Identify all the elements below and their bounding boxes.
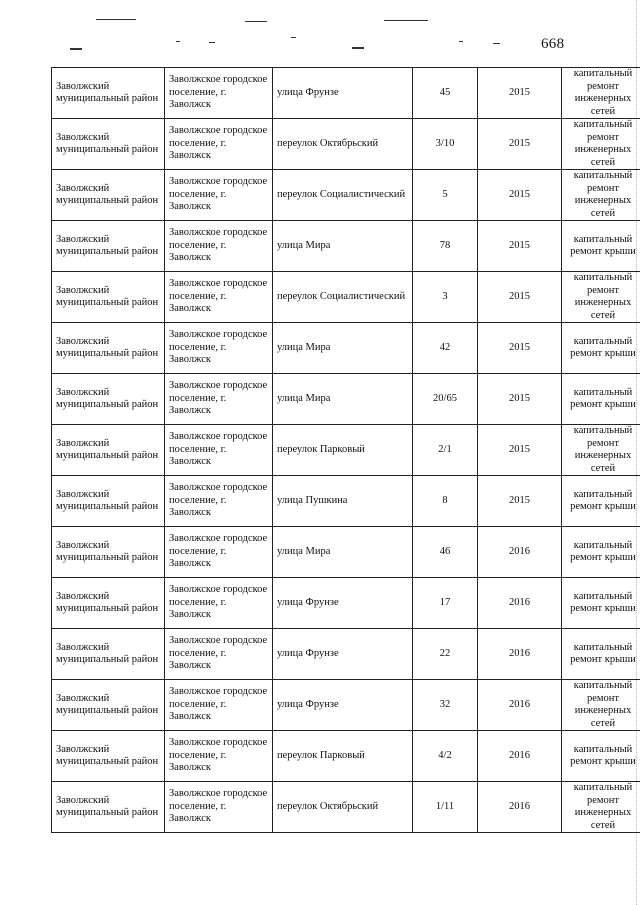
cell-year: 2015 bbox=[478, 272, 562, 323]
cell-street: переулок Октябрьский bbox=[273, 119, 413, 170]
cell-year: 2015 bbox=[478, 425, 562, 476]
cell-settlement: Заволжское городское поселение, г. Заволжск bbox=[165, 68, 273, 119]
cell-district: Заволжский муниципальный район bbox=[52, 782, 165, 833]
cell-year: 2015 bbox=[478, 68, 562, 119]
table-row bbox=[52, 476, 640, 527]
cell-settlement: Заволжское городское поселение, г. Заволжск bbox=[165, 374, 273, 425]
cell-house-number: 5 bbox=[413, 170, 478, 221]
scan-mark bbox=[493, 43, 500, 44]
cell-district: Заволжский муниципальный район bbox=[52, 731, 165, 782]
table-row bbox=[52, 119, 640, 170]
cell-settlement: Заволжское городское поселение, г. Заволжск bbox=[165, 221, 273, 272]
cell-year: 2016 bbox=[478, 680, 562, 731]
cell-house-number: 45 bbox=[413, 68, 478, 119]
cell-work-type: капитальный ремонт инженерных сетей bbox=[562, 272, 640, 323]
cell-settlement: Заволжское городское поселение, г. Заволжск bbox=[165, 425, 273, 476]
cell-street: улица Мира bbox=[273, 221, 413, 272]
cell-settlement: Заволжское городское поселение, г. Заволжск bbox=[165, 629, 273, 680]
cell-street: улица Мира bbox=[273, 323, 413, 374]
cell-settlement: Заволжское городское поселение, г. Заволжск bbox=[165, 731, 273, 782]
cell-district: Заволжский муниципальный район bbox=[52, 374, 165, 425]
cell-settlement: Заволжское городское поселение, г. Заволжск bbox=[165, 476, 273, 527]
cell-house-number: 17 bbox=[413, 578, 478, 629]
cell-district: Заволжский муниципальный район bbox=[52, 476, 165, 527]
table-row bbox=[52, 323, 640, 374]
page-number: 668 bbox=[541, 36, 565, 52]
cell-work-type: капитальный ремонт крыши bbox=[562, 527, 640, 578]
cell-work-type: капитальный ремонт крыши bbox=[562, 578, 640, 629]
table-row bbox=[52, 425, 640, 476]
table-row bbox=[52, 782, 640, 833]
cell-district: Заволжский муниципальный район bbox=[52, 425, 165, 476]
cell-work-type: капитальный ремонт крыши bbox=[562, 221, 640, 272]
cell-street: улица Фрунзе bbox=[273, 578, 413, 629]
cell-year: 2016 bbox=[478, 527, 562, 578]
cell-year: 2015 bbox=[478, 170, 562, 221]
cell-street: улица Мира bbox=[273, 374, 413, 425]
cell-district: Заволжский муниципальный район bbox=[52, 578, 165, 629]
cell-year: 2016 bbox=[478, 629, 562, 680]
cell-district: Заволжский муниципальный район bbox=[52, 323, 165, 374]
cell-work-type: капитальный ремонт инженерных сетей bbox=[562, 68, 640, 119]
cell-house-number: 46 bbox=[413, 527, 478, 578]
scan-mark bbox=[176, 41, 180, 42]
scan-mark bbox=[459, 41, 463, 42]
table-row bbox=[52, 68, 640, 119]
cell-settlement: Заволжское городское поселение, г. Заволжск bbox=[165, 272, 273, 323]
scan-mark bbox=[70, 48, 82, 50]
table-row bbox=[52, 272, 640, 323]
cell-work-type: капитальный ремонт инженерных сетей bbox=[562, 782, 640, 833]
cell-district: Заволжский муниципальный район bbox=[52, 272, 165, 323]
cell-settlement: Заволжское городское поселение, г. Заволжск bbox=[165, 323, 273, 374]
cell-district: Заволжский муниципальный район bbox=[52, 680, 165, 731]
cell-street: переулок Октябрьский bbox=[273, 782, 413, 833]
cell-year: 2015 bbox=[478, 323, 562, 374]
cell-district: Заволжский муниципальный район bbox=[52, 629, 165, 680]
table-row bbox=[52, 629, 640, 680]
cell-settlement: Заволжское городское поселение, г. Заволжск bbox=[165, 119, 273, 170]
cell-district: Заволжский муниципальный район bbox=[52, 221, 165, 272]
table-body bbox=[52, 68, 640, 833]
table-row bbox=[52, 680, 640, 731]
cell-year: 2016 bbox=[478, 782, 562, 833]
cell-work-type: капитальный ремонт инженерных сетей bbox=[562, 170, 640, 221]
cell-year: 2016 bbox=[478, 731, 562, 782]
cell-street: улица Фрунзе bbox=[273, 68, 413, 119]
cell-work-type: капитальный ремонт крыши bbox=[562, 476, 640, 527]
repair-schedule-table bbox=[51, 67, 640, 833]
cell-settlement: Заволжское городское поселение, г. Заволжск bbox=[165, 680, 273, 731]
cell-district: Заволжский муниципальный район bbox=[52, 119, 165, 170]
cell-work-type: капитальный ремонт инженерных сетей bbox=[562, 119, 640, 170]
table-row bbox=[52, 374, 640, 425]
cell-settlement: Заволжское городское поселение, г. Заволжск bbox=[165, 527, 273, 578]
scan-mark bbox=[291, 37, 296, 38]
cell-settlement: Заволжское городское поселение, г. Заволжск bbox=[165, 170, 273, 221]
cell-work-type: капитальный ремонт инженерных сетей bbox=[562, 425, 640, 476]
table-row bbox=[52, 578, 640, 629]
cell-year: 2015 bbox=[478, 374, 562, 425]
cell-work-type: капитальный ремонт крыши bbox=[562, 629, 640, 680]
cell-street: переулок Парковый bbox=[273, 731, 413, 782]
cell-street: улица Мира bbox=[273, 527, 413, 578]
cell-street: улица Фрунзе bbox=[273, 629, 413, 680]
table-row bbox=[52, 527, 640, 578]
scan-mark bbox=[245, 21, 267, 22]
cell-house-number: 22 bbox=[413, 629, 478, 680]
cell-district: Заволжский муниципальный район bbox=[52, 68, 165, 119]
cell-settlement: Заволжское городское поселение, г. Заволжск bbox=[165, 782, 273, 833]
cell-house-number: 20/65 bbox=[413, 374, 478, 425]
cell-house-number: 1/11 bbox=[413, 782, 478, 833]
cell-work-type: капитальный ремонт инженерных сетей bbox=[562, 680, 640, 731]
cell-work-type: капитальный ремонт крыши bbox=[562, 323, 640, 374]
cell-house-number: 4/2 bbox=[413, 731, 478, 782]
scan-mark bbox=[352, 47, 364, 49]
cell-year: 2016 bbox=[478, 578, 562, 629]
scan-mark bbox=[96, 19, 136, 20]
table-row bbox=[52, 170, 640, 221]
cell-street: переулок Парковый bbox=[273, 425, 413, 476]
table-row bbox=[52, 731, 640, 782]
cell-street: улица Пушкина bbox=[273, 476, 413, 527]
cell-year: 2015 bbox=[478, 119, 562, 170]
cell-house-number: 2/1 bbox=[413, 425, 478, 476]
cell-house-number: 3 bbox=[413, 272, 478, 323]
cell-settlement: Заволжское городское поселение, г. Заволжск bbox=[165, 578, 273, 629]
cell-house-number: 3/10 bbox=[413, 119, 478, 170]
table-row bbox=[52, 221, 640, 272]
cell-work-type: капитальный ремонт крыши bbox=[562, 731, 640, 782]
cell-house-number: 8 bbox=[413, 476, 478, 527]
cell-house-number: 32 bbox=[413, 680, 478, 731]
cell-work-type: капитальный ремонт крыши bbox=[562, 374, 640, 425]
scan-mark bbox=[209, 42, 215, 43]
cell-house-number: 78 bbox=[413, 221, 478, 272]
cell-year: 2015 bbox=[478, 221, 562, 272]
cell-year: 2015 bbox=[478, 476, 562, 527]
cell-house-number: 42 bbox=[413, 323, 478, 374]
cell-street: переулок Социалистический bbox=[273, 272, 413, 323]
cell-street: улица Фрунзе bbox=[273, 680, 413, 731]
cell-street: переулок Социалистический bbox=[273, 170, 413, 221]
cell-district: Заволжский муниципальный район bbox=[52, 527, 165, 578]
scan-mark bbox=[384, 20, 428, 21]
cell-district: Заволжский муниципальный район bbox=[52, 170, 165, 221]
